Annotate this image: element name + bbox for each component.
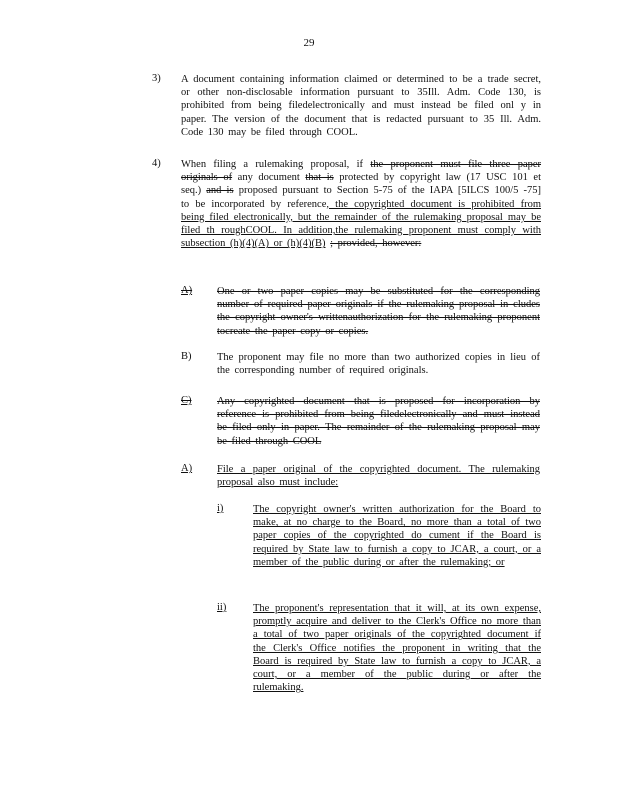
- sub-ii-numeral: ii): [217, 602, 227, 613]
- sub-c-old-letter: C): [181, 395, 192, 406]
- sub-a-new-letter: A): [181, 463, 193, 474]
- item-3-number: 3): [152, 73, 161, 84]
- item-4-segment: protected by copyright law (17 USC 101 et seq.): [181, 172, 542, 197]
- item-4-deleted-segment: ; provided, however:: [330, 238, 422, 250]
- sub-c-old-text: Any copyrighted document that is proposed for incorporation by reference is prohibited from being filedelectronically and must instead be filed only in paper. The remainder of the rulemaking proposal may be filed through COOL: [217, 396, 540, 447]
- item-4-segment: When filing a rulemaking proposal, if: [181, 159, 364, 170]
- item-4-deleted-segment: and is: [206, 185, 234, 197]
- item-4-number: 4): [152, 158, 161, 169]
- sub-i-text: The copyright owner's written authorization for the Board to make, at no charge to the Board, no more than a total of two paper copies of the copyrighted do cument if the Board is required by State law to furnish a copy to JCAR, a court, or a member of the public during or after the rulemaking; or: [253, 504, 541, 568]
- sub-a-old-text: One or two paper copies may be substituted for the corresponding number of required paper originals if the rulemaking proposal in cludes the copyright owner's writtenauthorization for the rulemaking proponent tocreate the paper copy or copies.: [217, 286, 540, 337]
- sub-b-letter: B): [181, 351, 192, 362]
- sub-ii-text: The proponent's representation that it will, at its own expense, promptly acquire and deliver to the Clerk's Office no more than a total of two paper originals of the copyrighted document if the Clerk's Office notifies the proponent in writing that the Board is required by State law to furnish a copy to JCAR, a court, or a member of the public during or after the rulemaking.: [253, 603, 541, 694]
- sub-a-new-text: File a paper original of the copyrighted document. The rulemaking proposal also must include:: [217, 464, 540, 489]
- item-4-segment: proposed pursuant to Section 5-75 of the IAPA [5ILCS 100/5 -75] to be incorporated by reference: [181, 185, 542, 210]
- item-4-text: [181, 158, 541, 250]
- sub-b-text: The proponent may file no more than two authorized copies in lieu of the corresponding number of required originals.: [217, 352, 540, 377]
- item-4-segment: any document: [237, 172, 300, 184]
- page-number: 29: [303, 37, 315, 49]
- sub-a-old-letter: A): [181, 285, 193, 296]
- sub-i-numeral: i): [217, 503, 224, 514]
- item-4-deleted-segment: the proponent must file three paper originals of: [181, 159, 542, 184]
- item-3-text: A document containing information claimed or determined to be a trade secret, or other non-disclosable information pursuant to 35Ill. Adm. Code 130, is prohibited from being filedelectronically and must instead be filed onl y in paper. The version of the document that is redacted pursuant to 35 Ill. Adm. Code 130 may be filed through COOL.: [181, 74, 541, 138]
- item-4-inserted-segment: , the copyrighted document is prohibited from being filed electronically, but the remainder of the rulemaking proposal may be filed th roughCOOL. In addition,the rulemaking proponent must comply with subsection (h)(4)(A) or (h)(4)(B): [181, 198, 541, 250]
- item-4-deleted-segment: that is: [305, 172, 334, 184]
